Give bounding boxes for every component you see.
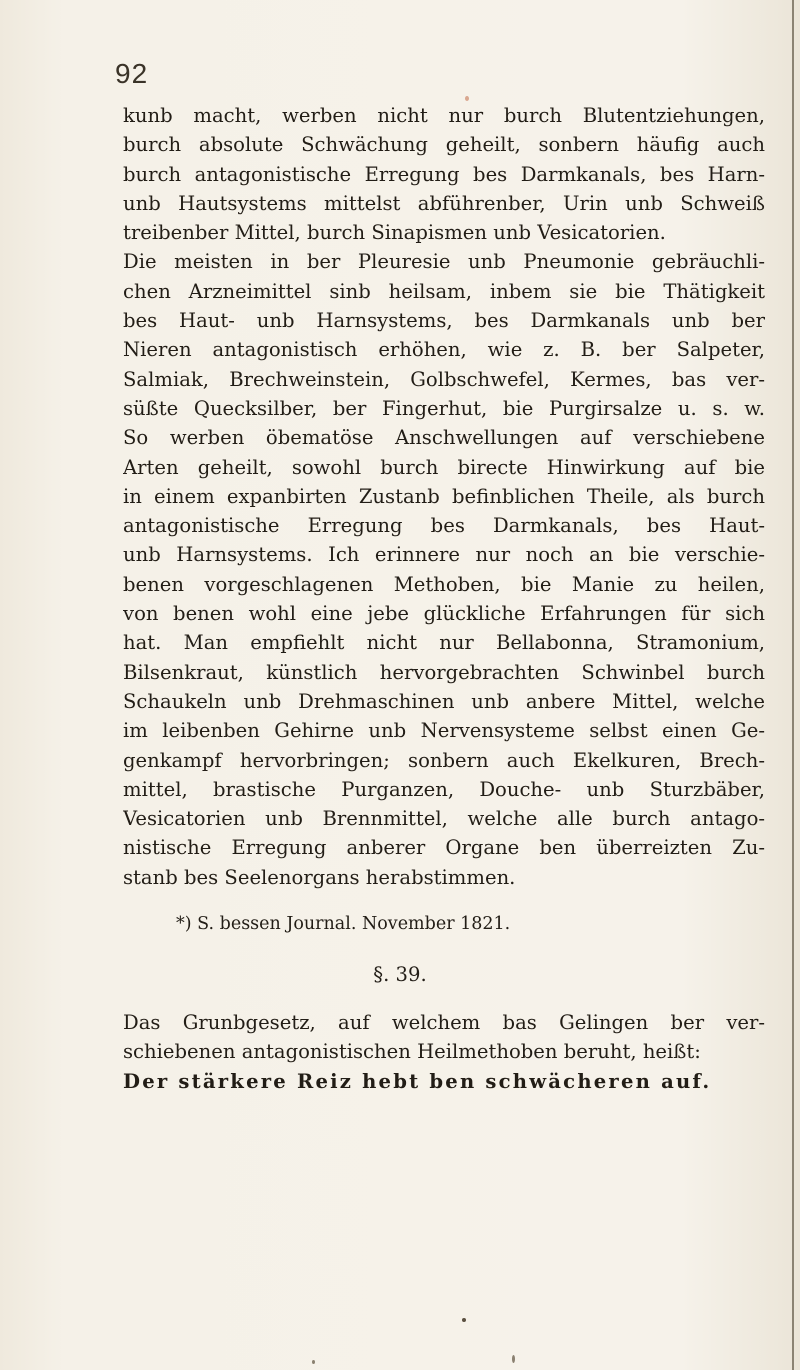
text-line: burch absolute Schwächung geheilt, sonbern häufig auch	[123, 133, 765, 157]
ink-speck	[312, 1360, 315, 1364]
text-line: in einem expanbirten Zustanb befinblichen Theile, als burch	[123, 484, 765, 508]
text-line: Die meisten in ber Pleuresie unb Pneumonie gebräuchli-	[123, 250, 765, 274]
text-line: So werben öbematöse Anschwellungen auf verschiebene	[123, 426, 765, 450]
text-line: Das Grunbgesetz, auf welchem bas Gelingen ber ver-	[123, 1011, 765, 1034]
text-line: antagonistische Erregung bes Darmkanals, bes Haut-	[123, 514, 765, 538]
ink-speck	[465, 96, 469, 101]
text-line: Bilsenkraut, künstlich hervorgebrachten Schwinbel burch	[123, 660, 765, 684]
text-line: unb Harnsystems. Ich erinnere nur noch an bie verschie-	[123, 543, 765, 567]
principle-statement: Der stärkere Reiz hebt ben schwächeren auf.	[123, 1069, 712, 1093]
text-line: Vesicatorien unb Brennmittel, welche alle burch antago-	[123, 807, 765, 831]
text-line: bes Haut- unb Harnsystems, bes Darmkanals unb ber	[123, 309, 765, 333]
text-line: mittel, brastische Purganzen, Douche- unb Sturzbäber,	[123, 777, 765, 801]
text-line: süßte Quecksilber, ber Fingerhut, bie Purgirsalze u. s. w.	[123, 396, 765, 420]
footnote: *) S. bessen Journal. November 1821.	[176, 914, 511, 934]
ink-speck	[512, 1355, 515, 1363]
text-line: stanb bes Seelenorgans herabstimmen.	[123, 865, 516, 889]
text-line: hat. Man empfiehlt nicht nur Bellabonna, Stramonium,	[123, 631, 765, 655]
text-line: chen Arzneimittel sinb heilsam, inbem sie bie Thätigkeit	[123, 279, 765, 303]
text-line: Arten geheilt, sowohl burch birecte Hinwirkung auf bie	[123, 455, 765, 479]
text-line: nistische Erregung anberer Organe ben überreizten Zu-	[123, 836, 765, 860]
text-line: benen vorgeschlagenen Methoben, bie Manie zu heilen,	[123, 572, 765, 596]
text-line: im leibenben Gehirne unb Nervensysteme selbst einen Ge-	[123, 719, 765, 743]
text-line: genkampf hervorbringen; sonbern auch Ekelkuren, Brech-	[123, 748, 765, 772]
section-number: §. 39.	[373, 963, 427, 986]
section-paragraph	[123, 1008, 765, 1096]
text-line: treibenber Mittel, burch Sinapismen unb Vesicatorien.	[123, 221, 666, 245]
page-edge-line	[792, 0, 794, 1370]
text-line: von benen wohl eine jebe glückliche Erfahrungen für sich	[123, 602, 765, 626]
page-number: 92	[115, 58, 149, 89]
text-line: kunb macht, werben nicht nur burch Blutentziehungen,	[123, 104, 765, 127]
text-line: Nieren antagonistisch erhöhen, wie z. B. ber Salpeter,	[123, 338, 765, 362]
text-line: unb Hautsystems mittelst abführenber, Urin unb Schweiß	[123, 191, 765, 215]
text-line: Schaukeln unb Drehmaschinen unb anbere Mittel, welche	[123, 689, 765, 713]
body-paragraph	[123, 101, 765, 892]
text-line: Salmiak, Brechweinstein, Golbschwefel, Kermes, bas ver-	[123, 367, 765, 391]
ink-speck	[462, 1318, 466, 1322]
text-line: schiebenen antagonistischen Heilmethoben beruht, heißt:	[123, 1040, 701, 1064]
text-line: burch antagonistische Erregung bes Darmkanals, bes Harn-	[123, 162, 765, 186]
